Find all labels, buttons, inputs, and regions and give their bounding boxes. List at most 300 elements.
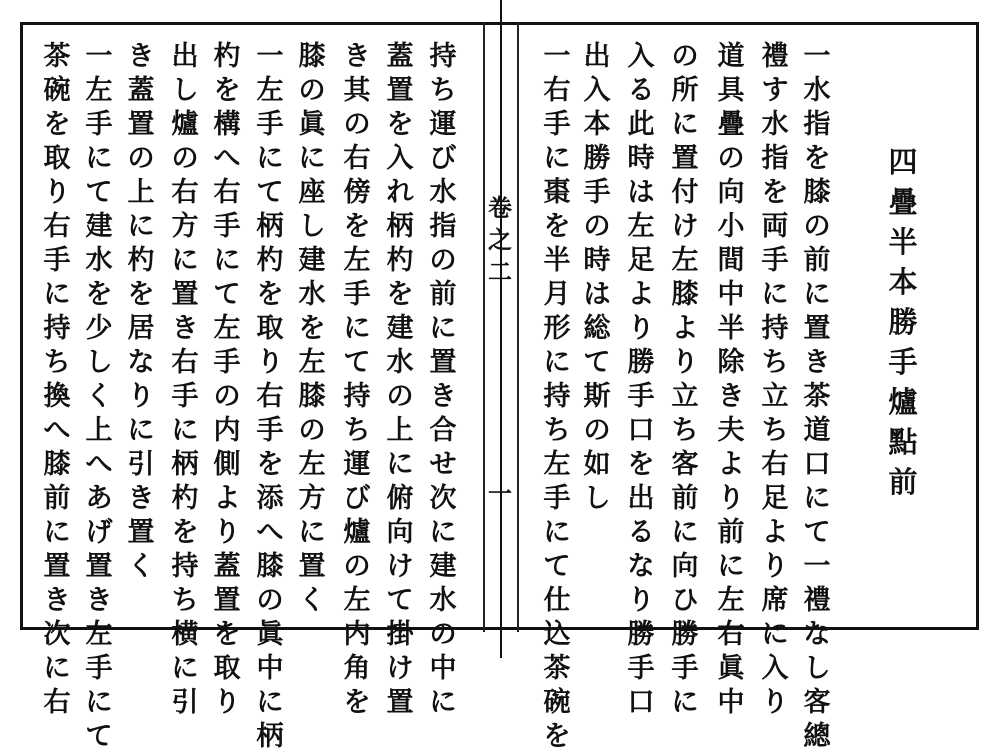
character: 茶 bbox=[43, 41, 71, 72]
character: 足 bbox=[761, 483, 789, 514]
character: の bbox=[429, 619, 457, 650]
character: 水 bbox=[429, 177, 457, 208]
text-column bbox=[166, 40, 204, 720]
text-column bbox=[538, 40, 576, 754]
character: を bbox=[343, 687, 371, 718]
character: 蓋 bbox=[213, 551, 241, 582]
character: よ bbox=[627, 279, 655, 310]
character: 横 bbox=[171, 619, 199, 650]
character: に bbox=[256, 687, 284, 718]
character: 一 bbox=[803, 41, 831, 72]
character: 建 bbox=[386, 313, 414, 344]
character: に bbox=[717, 551, 745, 582]
character: 如 bbox=[583, 449, 611, 480]
character: 建 bbox=[429, 551, 457, 582]
character: 之 bbox=[488, 225, 512, 254]
character: 水 bbox=[85, 245, 113, 276]
character: 口 bbox=[627, 415, 655, 446]
character: り bbox=[761, 687, 789, 718]
character: 傍 bbox=[343, 177, 371, 208]
character: れ bbox=[386, 177, 414, 208]
character: の bbox=[386, 381, 414, 412]
text-column bbox=[251, 40, 289, 754]
character: び bbox=[429, 143, 457, 174]
character: 持 bbox=[543, 381, 571, 412]
character: 俯 bbox=[386, 483, 414, 514]
character: 水 bbox=[429, 585, 457, 616]
character: 手 bbox=[85, 653, 113, 684]
character: ひ bbox=[671, 585, 699, 616]
character: 總 bbox=[803, 721, 831, 752]
character: 左 bbox=[298, 449, 326, 480]
character: 膝 bbox=[298, 41, 326, 72]
gutter-line bbox=[500, 0, 502, 658]
character: に bbox=[803, 483, 831, 514]
character: 引 bbox=[127, 449, 155, 480]
character: 上 bbox=[85, 415, 113, 446]
character: 手 bbox=[171, 381, 199, 412]
character: 半 bbox=[717, 313, 745, 344]
character: 置 bbox=[127, 517, 155, 548]
character: の bbox=[671, 41, 699, 72]
character: 具 bbox=[717, 75, 745, 106]
text-column bbox=[798, 40, 836, 754]
character: 時 bbox=[627, 143, 655, 174]
character: 疊 bbox=[888, 185, 918, 219]
character: 出 bbox=[583, 41, 611, 72]
character: 運 bbox=[429, 109, 457, 140]
character: 手 bbox=[43, 245, 71, 276]
character: に bbox=[171, 653, 199, 684]
character: 向 bbox=[386, 517, 414, 548]
character: に bbox=[171, 415, 199, 446]
character: 手 bbox=[543, 109, 571, 140]
character: り bbox=[127, 381, 155, 412]
text-column bbox=[122, 40, 160, 584]
character: 半 bbox=[543, 245, 571, 276]
character: て bbox=[583, 347, 611, 378]
character: り bbox=[213, 687, 241, 718]
character: 杓 bbox=[171, 483, 199, 514]
character: 此 bbox=[627, 109, 655, 140]
character: り bbox=[761, 551, 789, 582]
character: 添 bbox=[256, 483, 284, 514]
character: す bbox=[761, 75, 789, 106]
character: 置 bbox=[298, 551, 326, 582]
character: 除 bbox=[717, 347, 745, 378]
character: 込 bbox=[543, 619, 571, 650]
character: 月 bbox=[543, 279, 571, 310]
character: 小 bbox=[717, 211, 745, 242]
character: し bbox=[171, 75, 199, 106]
character: に bbox=[671, 109, 699, 140]
character: に bbox=[671, 687, 699, 718]
character: 爐 bbox=[171, 109, 199, 140]
character: 取 bbox=[213, 653, 241, 684]
character: 眞 bbox=[256, 619, 284, 650]
character: 総 bbox=[583, 313, 611, 344]
character: 中 bbox=[429, 653, 457, 684]
character: を bbox=[85, 279, 113, 310]
character: 手 bbox=[627, 381, 655, 412]
character: き bbox=[717, 381, 745, 412]
character: 手 bbox=[543, 483, 571, 514]
character: 持 bbox=[43, 313, 71, 344]
character: よ bbox=[213, 483, 241, 514]
character: 左 bbox=[627, 211, 655, 242]
character: に bbox=[803, 279, 831, 310]
character: 手 bbox=[256, 109, 284, 140]
character: に bbox=[386, 449, 414, 480]
character: の bbox=[127, 143, 155, 174]
character: 指 bbox=[761, 143, 789, 174]
character: 側 bbox=[213, 449, 241, 480]
character: 勝 bbox=[671, 619, 699, 650]
character: 左 bbox=[298, 347, 326, 378]
character: を bbox=[386, 109, 414, 140]
character: 置 bbox=[671, 143, 699, 174]
character: 置 bbox=[127, 109, 155, 140]
text-column bbox=[712, 40, 750, 720]
character: は bbox=[627, 177, 655, 208]
page-title bbox=[884, 142, 922, 502]
character: 置 bbox=[171, 279, 199, 310]
text-column bbox=[622, 40, 660, 720]
character: 向 bbox=[671, 551, 699, 582]
volume-label bbox=[481, 192, 519, 288]
character: は bbox=[583, 279, 611, 310]
character: て bbox=[543, 551, 571, 582]
character: 左 bbox=[85, 75, 113, 106]
character: 右 bbox=[43, 687, 71, 718]
character: 取 bbox=[43, 143, 71, 174]
character: て bbox=[386, 585, 414, 616]
character: 前 bbox=[803, 245, 831, 276]
character: に bbox=[171, 245, 199, 276]
character: の bbox=[343, 109, 371, 140]
character: 道 bbox=[803, 415, 831, 446]
character: 客 bbox=[671, 449, 699, 480]
character: の bbox=[213, 381, 241, 412]
character: 茶 bbox=[803, 381, 831, 412]
text-column bbox=[424, 40, 462, 720]
character: に bbox=[43, 279, 71, 310]
character: 置 bbox=[429, 347, 457, 378]
character: 前 bbox=[671, 483, 699, 514]
character: 持 bbox=[343, 381, 371, 412]
character: き bbox=[85, 585, 113, 616]
character: 前 bbox=[888, 465, 918, 499]
character: な bbox=[127, 347, 155, 378]
character: 付 bbox=[671, 177, 699, 208]
character: 置 bbox=[43, 551, 71, 582]
character: を bbox=[627, 449, 655, 480]
character: き bbox=[429, 381, 457, 412]
character: ち bbox=[171, 585, 199, 616]
character: の bbox=[298, 415, 326, 446]
character: 右 bbox=[213, 177, 241, 208]
text-column bbox=[208, 40, 246, 720]
character: 前 bbox=[429, 279, 457, 310]
text-column bbox=[38, 40, 76, 720]
character: へ bbox=[256, 517, 284, 548]
character: 上 bbox=[386, 415, 414, 446]
text-column bbox=[381, 40, 419, 720]
character: を bbox=[543, 211, 571, 242]
character: 前 bbox=[717, 517, 745, 548]
character: 席 bbox=[761, 585, 789, 616]
character: 換 bbox=[43, 381, 71, 412]
character: 上 bbox=[127, 177, 155, 208]
character: 右 bbox=[43, 211, 71, 242]
character: 斯 bbox=[583, 381, 611, 412]
character: 膝 bbox=[671, 279, 699, 310]
character: て bbox=[803, 517, 831, 548]
character: 手 bbox=[256, 415, 284, 446]
character: き bbox=[171, 313, 199, 344]
character: 一 bbox=[543, 41, 571, 72]
character: し bbox=[583, 483, 611, 514]
character: 置 bbox=[386, 687, 414, 718]
character: の bbox=[298, 75, 326, 106]
character: に bbox=[43, 517, 71, 548]
character: に bbox=[298, 517, 326, 548]
character: 蓋 bbox=[386, 41, 414, 72]
page-number bbox=[481, 478, 519, 510]
character: を bbox=[256, 279, 284, 310]
character: に bbox=[256, 143, 284, 174]
character: 一 bbox=[85, 41, 113, 72]
character: 引 bbox=[171, 687, 199, 718]
character: 中 bbox=[717, 279, 745, 310]
character: 時 bbox=[583, 245, 611, 276]
character: 入 bbox=[583, 75, 611, 106]
character: り bbox=[213, 517, 241, 548]
character: け bbox=[386, 653, 414, 684]
character: に bbox=[543, 517, 571, 548]
character: 左 bbox=[671, 245, 699, 276]
character: て bbox=[343, 347, 371, 378]
character: 水 bbox=[761, 109, 789, 140]
character: 指 bbox=[429, 211, 457, 242]
character: け bbox=[386, 551, 414, 582]
character: 道 bbox=[717, 41, 745, 72]
character: せ bbox=[429, 449, 457, 480]
character: 勝 bbox=[888, 305, 918, 339]
character: 水 bbox=[803, 75, 831, 106]
character: 方 bbox=[298, 483, 326, 514]
character: を bbox=[213, 75, 241, 106]
character: 柄 bbox=[386, 211, 414, 242]
character: に bbox=[429, 313, 457, 344]
character: 置 bbox=[803, 313, 831, 344]
character: を bbox=[803, 143, 831, 174]
character: 右 bbox=[543, 75, 571, 106]
character: 所 bbox=[671, 75, 699, 106]
character: 立 bbox=[671, 381, 699, 412]
character: 運 bbox=[343, 449, 371, 480]
character: に bbox=[429, 517, 457, 548]
character: を bbox=[761, 177, 789, 208]
character: 客 bbox=[803, 687, 831, 718]
character: る bbox=[627, 75, 655, 106]
character: 内 bbox=[213, 415, 241, 446]
character: へ bbox=[213, 143, 241, 174]
character: 少 bbox=[85, 313, 113, 344]
character: 出 bbox=[627, 483, 655, 514]
character: 一 bbox=[488, 479, 512, 508]
character: く bbox=[127, 551, 155, 582]
character: 持 bbox=[171, 551, 199, 582]
character: 爐 bbox=[343, 517, 371, 548]
character: の bbox=[583, 415, 611, 446]
character: き bbox=[127, 41, 155, 72]
character: あ bbox=[85, 483, 113, 514]
character: よ bbox=[717, 449, 745, 480]
character: を bbox=[127, 279, 155, 310]
character: 両 bbox=[761, 211, 789, 242]
character: 構 bbox=[213, 109, 241, 140]
character: 前 bbox=[43, 483, 71, 514]
character: り bbox=[717, 483, 745, 514]
character: き bbox=[127, 483, 155, 514]
character: 眞 bbox=[717, 653, 745, 684]
character: に bbox=[85, 143, 113, 174]
character: 右 bbox=[171, 347, 199, 378]
character: 左 bbox=[343, 245, 371, 276]
character: 膝 bbox=[43, 449, 71, 480]
gutter-rule-left bbox=[483, 22, 485, 632]
character: し bbox=[85, 347, 113, 378]
character: な bbox=[627, 551, 655, 582]
character: の bbox=[343, 551, 371, 582]
character: な bbox=[803, 619, 831, 650]
character: を bbox=[386, 279, 414, 310]
character: る bbox=[627, 517, 655, 548]
character: 茶 bbox=[543, 653, 571, 684]
character: 指 bbox=[803, 109, 831, 140]
character: 合 bbox=[429, 415, 457, 446]
character: を bbox=[256, 449, 284, 480]
character: 禮 bbox=[803, 585, 831, 616]
character: り bbox=[671, 347, 699, 378]
character: に bbox=[671, 517, 699, 548]
character: 右 bbox=[256, 381, 284, 412]
character: 柄 bbox=[256, 721, 284, 752]
character: 中 bbox=[717, 687, 745, 718]
character: を bbox=[43, 109, 71, 140]
character: の bbox=[803, 211, 831, 242]
character: ち bbox=[43, 347, 71, 378]
character: 足 bbox=[627, 245, 655, 276]
character: へ bbox=[85, 449, 113, 480]
character: 蓋 bbox=[127, 75, 155, 106]
character: し bbox=[803, 653, 831, 684]
character: 左 bbox=[717, 585, 745, 616]
character: 其 bbox=[343, 75, 371, 106]
character: に bbox=[127, 211, 155, 242]
character: を bbox=[171, 517, 199, 548]
text-column bbox=[80, 40, 118, 754]
character: に bbox=[298, 143, 326, 174]
character: げ bbox=[85, 517, 113, 548]
character: て bbox=[213, 279, 241, 310]
character: 柄 bbox=[171, 449, 199, 480]
character: に bbox=[343, 313, 371, 344]
character: け bbox=[671, 211, 699, 242]
character: に bbox=[761, 619, 789, 650]
character: 夫 bbox=[717, 415, 745, 446]
character: の bbox=[429, 245, 457, 276]
character: 一 bbox=[256, 41, 284, 72]
character: 手 bbox=[213, 211, 241, 242]
character: 掛 bbox=[386, 619, 414, 650]
character: 四 bbox=[888, 145, 918, 179]
character: 水 bbox=[386, 347, 414, 378]
text-column bbox=[756, 40, 794, 720]
character: 出 bbox=[171, 41, 199, 72]
character: ち bbox=[761, 347, 789, 378]
character: 膝 bbox=[803, 177, 831, 208]
character: 眞 bbox=[298, 109, 326, 140]
character: 方 bbox=[171, 211, 199, 242]
character: 杓 bbox=[127, 245, 155, 276]
character: ち bbox=[761, 415, 789, 446]
character: 禮 bbox=[761, 41, 789, 72]
character: 右 bbox=[343, 143, 371, 174]
character: 立 bbox=[761, 381, 789, 412]
character: 左 bbox=[256, 75, 284, 106]
character: 勝 bbox=[627, 619, 655, 650]
character: に bbox=[43, 653, 71, 684]
character: 次 bbox=[43, 619, 71, 650]
character: 右 bbox=[717, 619, 745, 650]
character: に bbox=[543, 347, 571, 378]
character: り bbox=[627, 313, 655, 344]
character: に bbox=[213, 245, 241, 276]
character: の bbox=[717, 143, 745, 174]
character: 手 bbox=[671, 653, 699, 684]
character: を bbox=[213, 619, 241, 650]
character: 間 bbox=[717, 245, 745, 276]
character: 左 bbox=[343, 585, 371, 616]
character: 取 bbox=[256, 313, 284, 344]
character: 中 bbox=[256, 653, 284, 684]
character: 入 bbox=[386, 143, 414, 174]
character: 手 bbox=[85, 109, 113, 140]
character: 居 bbox=[127, 313, 155, 344]
character: 手 bbox=[583, 177, 611, 208]
character: き bbox=[803, 347, 831, 378]
character: 建 bbox=[298, 245, 326, 276]
character: 置 bbox=[85, 551, 113, 582]
character: ち bbox=[429, 75, 457, 106]
character: 本 bbox=[888, 265, 918, 299]
character: り bbox=[256, 347, 284, 378]
character: 爐 bbox=[888, 385, 918, 419]
character: 置 bbox=[386, 75, 414, 106]
gutter-rule-right bbox=[517, 22, 519, 632]
character: を bbox=[343, 211, 371, 242]
character: 持 bbox=[761, 313, 789, 344]
character: の bbox=[171, 143, 199, 174]
character: よ bbox=[761, 517, 789, 548]
character: 疊 bbox=[717, 109, 745, 140]
character: 膝 bbox=[298, 381, 326, 412]
character: ち bbox=[343, 415, 371, 446]
character: て bbox=[256, 177, 284, 208]
character: 膝 bbox=[256, 551, 284, 582]
